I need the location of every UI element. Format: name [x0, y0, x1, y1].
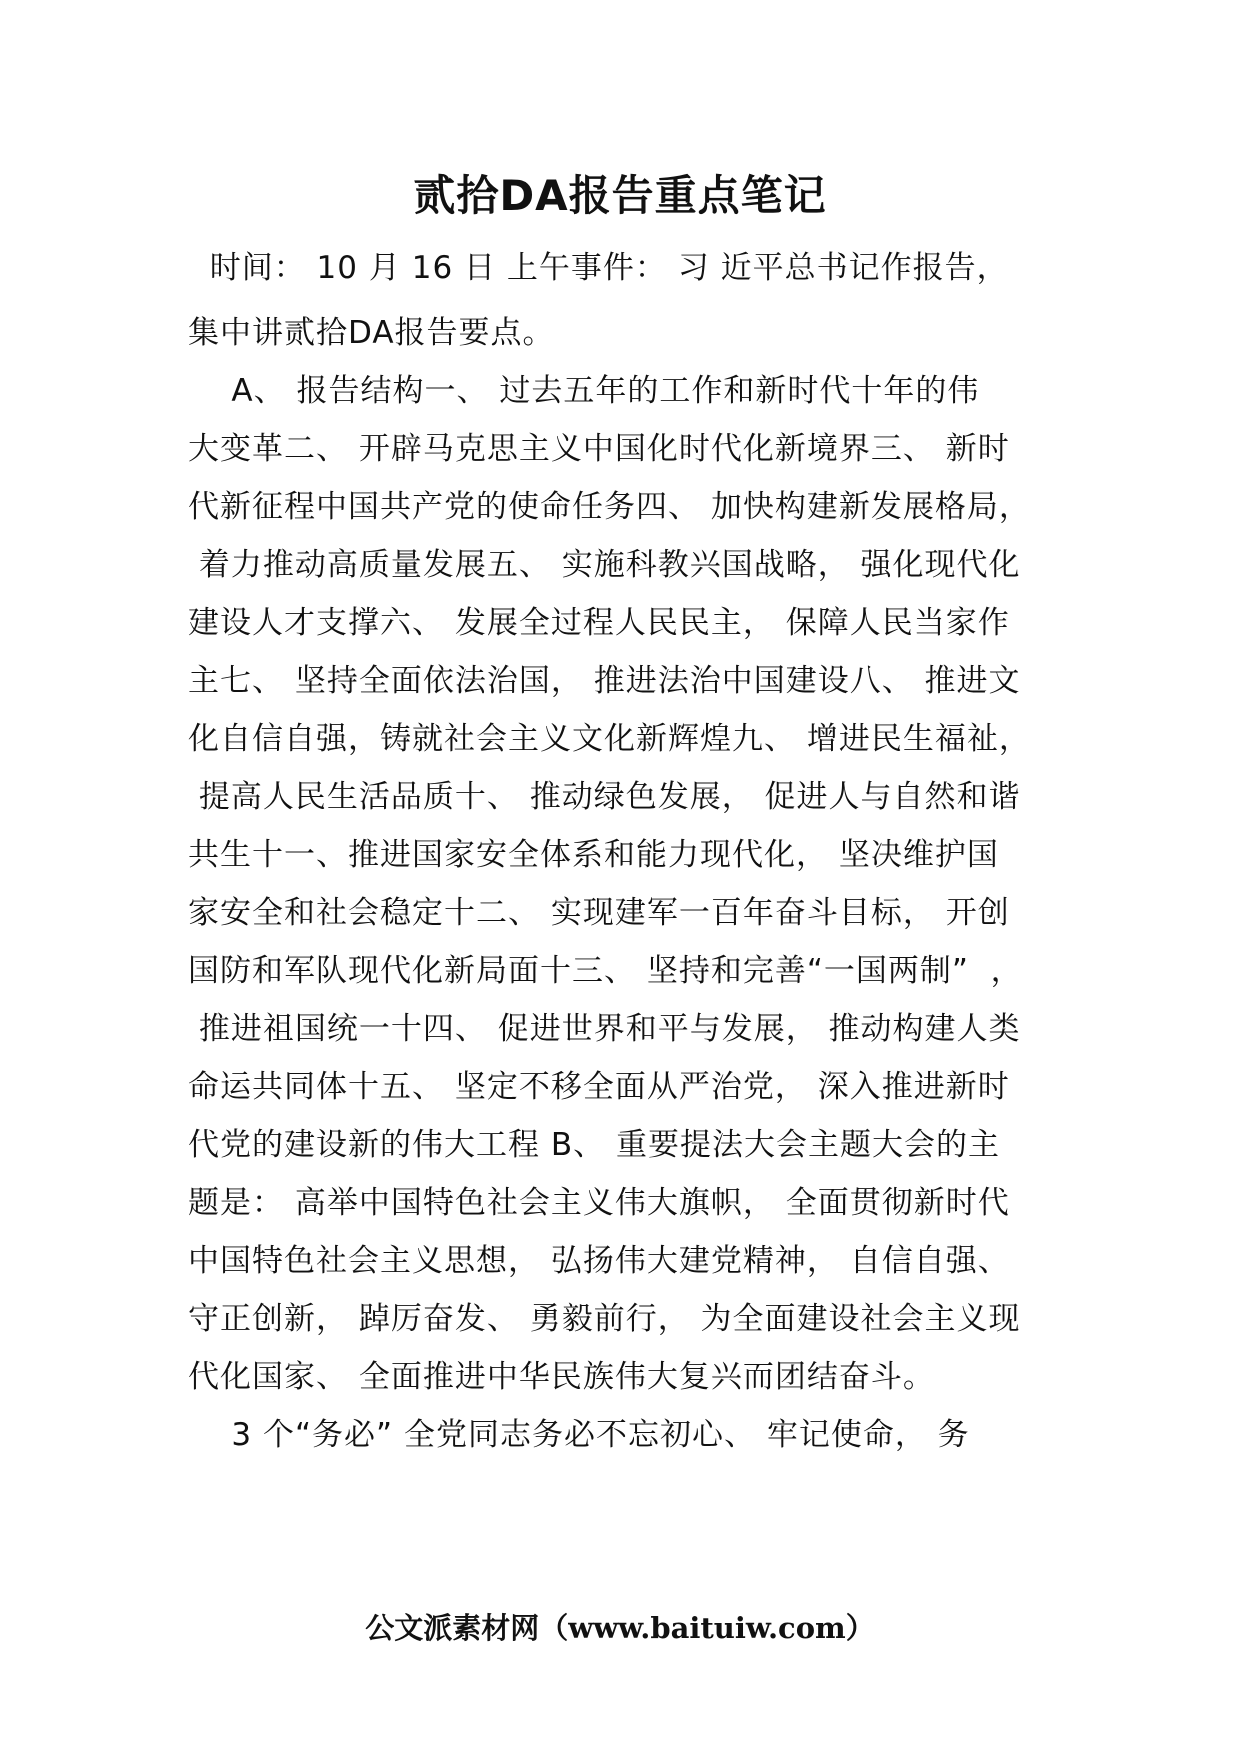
text-line-6: 着力推动高质量发展五、 实施科教兴国战略， 强化现代化 — [188, 547, 1021, 583]
text-line-19: 守正创新， 踔厉奋发、 勇毅前行， 为全面建设社会主义现 — [188, 1301, 1021, 1337]
text-line-14: 推进祖国统一十四、 促进世界和平与发展， 推动构建人类 — [188, 1011, 1021, 1047]
text-line-8: 主七、 坚持全面依法治国， 推进法治中国建设八、 推进文 — [188, 663, 1021, 699]
text-line-1: 时间： 10 月 16 日 上午事件： 习 近平总书记作报告， — [188, 250, 1009, 286]
text-line-21: 3 个“务必” 全党同志务必不忘初心、 牢记使命， 务 — [188, 1417, 970, 1453]
text-line-5: 代新征程中国共产党的使命任务四、 加快构建新发展格局， — [188, 489, 1031, 525]
source-footer: 公文派素材网（www.baituiw.com） — [365, 1611, 875, 1645]
document-title: 贰拾DA报告重点笔记 — [413, 171, 827, 220]
text-line-10: 提高人民生活品质十、 推动绿色发展， 促进人与自然和谐 — [188, 779, 1021, 815]
text-line-3: A、 报告结构一、 过去五年的工作和新时代十年的伟 — [188, 373, 980, 409]
text-line-4: 大变革二、 开辟马克思主义中国化时代化新境界三、 新时 — [188, 431, 1010, 467]
text-line-15: 命运共同体十五、 坚定不移全面从严治党， 深入推进新时 — [188, 1069, 1010, 1105]
text-line-2: 集中讲贰拾DA报告要点。 — [188, 315, 555, 351]
text-line-17: 题是： 高举中国特色社会主义伟大旗帜， 全面贯彻新时代 — [188, 1185, 1010, 1221]
document-body — [188, 236, 1088, 1468]
text-line-12: 家安全和社会稳定十二、 实现建军一百年奋斗目标， 开创 — [188, 895, 1010, 931]
text-line-7: 建设人才支撑六、 发展全过程人民民主， 保障人民当家作 — [188, 605, 1010, 641]
text-line-16: 代党的建设新的伟大工程 B、 重要提法大会主题大会的主 — [188, 1127, 1000, 1163]
text-line-11: 共生十一、推进国家安全体系和能力现代化， 坚决维护国 — [188, 837, 999, 873]
text-line-18: 中国特色社会主义思想， 弘扬伟大建党精神， 自信自强、 — [188, 1243, 1010, 1279]
text-line-13: 国防和军队现代化新局面十三、 坚持和完善“一国两制” ， — [188, 953, 1023, 989]
text-line-20: 代化国家、 全面推进中华民族伟大复兴而团结奋斗。 — [188, 1359, 935, 1395]
text-line-9: 化自信自强，铸就社会主义文化新辉煌九、 增进民生福祉， — [188, 721, 1031, 757]
